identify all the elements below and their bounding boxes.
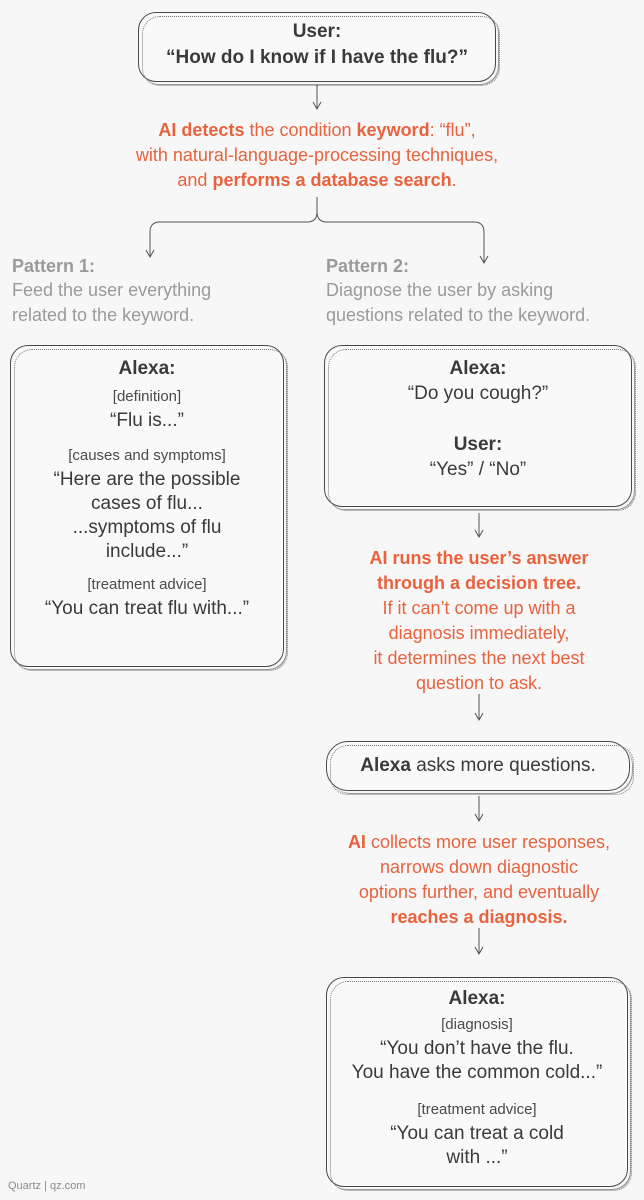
more-questions-text — [327, 754, 629, 778]
decision-line-4: diagnosis immediately, — [388, 623, 570, 643]
ai-detect-line-3 — [60, 168, 574, 193]
more-questions-rest: asks more questions. — [410, 755, 596, 776]
pattern-2-desc-2: questions related to the keyword. — [326, 305, 591, 325]
ai-detect-bold: AI detects — [158, 120, 245, 140]
p1-text-causes-4: include...” — [105, 541, 189, 562]
diagnosis-box — [326, 977, 628, 1187]
ai-detect-text — [60, 118, 574, 193]
final-label-treatment: [treatment advice] — [417, 1101, 537, 1118]
p1-label-treatment: [treatment advice] — [87, 576, 207, 593]
p1-label-definition: [definition] — [112, 388, 182, 405]
user-question-box — [138, 12, 496, 82]
user-heading: User: — [292, 21, 342, 42]
collects-text — [320, 830, 638, 930]
user-question: “How do I know if I have the flu?” — [166, 47, 468, 68]
p2-user-answer: “Yes” / “No” — [429, 459, 527, 480]
pattern-1-desc-1: Feed the user everything — [12, 280, 212, 300]
pattern-2 — [326, 254, 642, 328]
ai-search-bold: performs a database search — [212, 170, 452, 190]
collects-line-2: narrows down diagnostic — [379, 857, 579, 877]
ai-detect-line3-start: and — [177, 170, 213, 190]
pattern-1-desc-2: related to the keyword. — [12, 305, 195, 325]
decision-bold-2: through a decision tree. — [376, 573, 582, 593]
decision-line-5: it determines the next best — [373, 648, 585, 668]
decision-line-6: question to ask. — [415, 673, 543, 693]
p1-text-causes-2: cases of flu... — [91, 493, 203, 514]
final-text-treatment-1: “You can treat a cold — [390, 1123, 564, 1144]
final-text-diagnosis-1: “You don’t have the flu. — [380, 1038, 574, 1059]
p1-text-causes-3: ...symptoms of flu — [72, 517, 222, 538]
ai-detect-mid: the condition — [244, 120, 357, 140]
pattern-1-title: Pattern 1: — [12, 256, 96, 276]
decision-line-3: If it can’t come up with a — [382, 598, 576, 618]
collects-ai-bold: AI — [347, 832, 366, 852]
pattern-2-title: Pattern 2: — [326, 256, 410, 276]
p2-alexa-question: “Do you cough?” — [407, 383, 549, 404]
pattern-2-box — [324, 345, 632, 507]
pattern-1 — [12, 254, 312, 328]
p1-text-treatment: “You can treat flu with...” — [44, 598, 250, 619]
p1-alexa-heading: Alexa: — [118, 358, 176, 379]
final-text-diagnosis-2: You have the common cold...” — [351, 1062, 603, 1083]
final-alexa-heading: Alexa: — [448, 988, 506, 1009]
collects-line-4: reaches a diagnosis. — [390, 907, 568, 927]
ai-detect-line-2: with natural-language-processing techniques, — [135, 145, 499, 165]
ai-detect-line-1 — [60, 118, 574, 143]
p1-text-definition: “Flu is...” — [110, 410, 184, 431]
final-label-diagnosis: [diagnosis] — [441, 1016, 513, 1033]
ai-detect-end: : “flu”, — [429, 120, 476, 140]
p2-user-heading: User: — [453, 434, 503, 455]
ai-keyword-bold: keyword — [356, 120, 430, 140]
branch-left — [150, 197, 317, 256]
decision-bold-1: AI runs the user’s answer — [369, 548, 589, 568]
final-text-treatment-2: with ...” — [446, 1147, 508, 1168]
collects-line-1 — [320, 830, 638, 855]
more-questions-bold: Alexa — [360, 755, 411, 776]
ai-detect-line3-end: . — [451, 170, 457, 190]
collects-line-1-rest: collects more user responses, — [365, 832, 611, 852]
p2-alexa-heading: Alexa: — [449, 358, 507, 379]
source-credit: Quartz | qz.com — [8, 1180, 86, 1192]
decision-tree-text — [326, 546, 632, 696]
collects-line-3: options further, and eventually — [358, 882, 600, 902]
more-questions-box — [326, 741, 630, 791]
pattern-2-desc-1: Diagnose the user by asking — [326, 280, 554, 300]
pattern-1-box — [10, 345, 284, 667]
p1-label-causes: [causes and symptoms] — [68, 447, 226, 464]
p1-text-causes-1: “Here are the possible — [53, 469, 241, 490]
